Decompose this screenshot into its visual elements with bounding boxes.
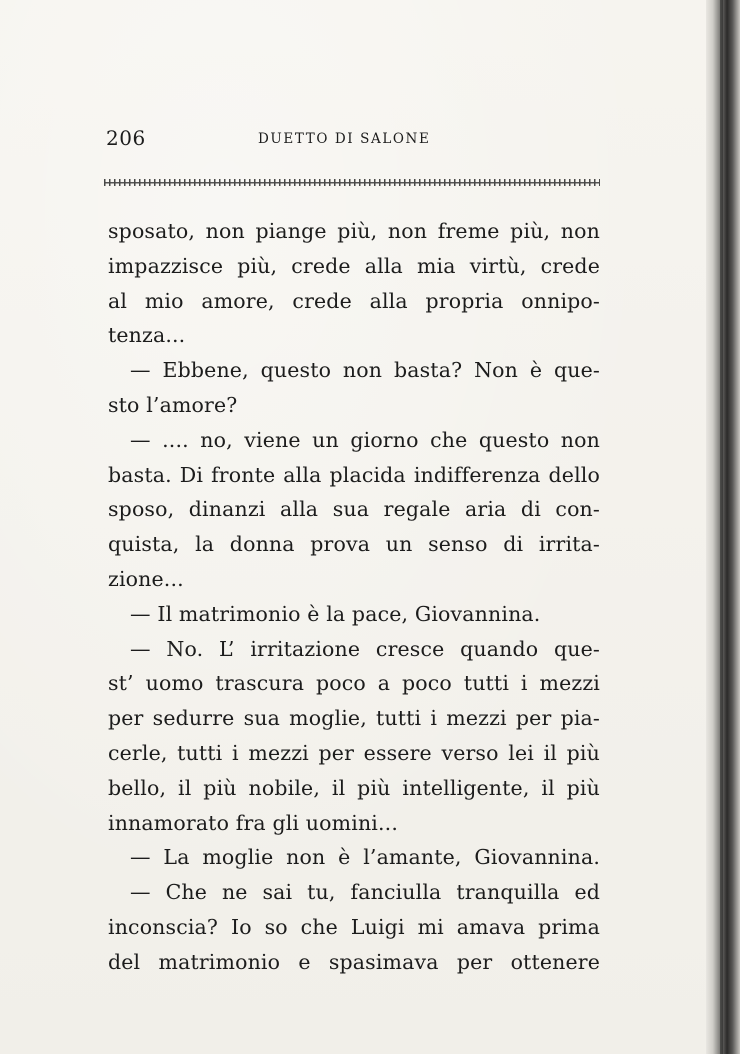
text-line: sposato, non piange più, non freme più, non	[108, 219, 600, 243]
ornamental-rule	[104, 177, 600, 189]
text-line: quista, la donna prova un senso di irrita-	[108, 532, 600, 557]
book-binding-edge	[706, 0, 740, 1054]
text-line: zione...	[108, 566, 184, 591]
text-line: st’ uomo trascura poco a poco tutti i mezzi	[108, 671, 600, 696]
text-line: — .... no, viene un giorno che questo non	[130, 427, 600, 452]
text-line: inconscia? Io so che Luigi mi amava prima	[108, 914, 600, 939]
body-text	[108, 214, 600, 980]
text-line: sposo, dinanzi alla sua regale aria di con-	[108, 497, 600, 522]
text-line: impazzisce più, crede alla mia virtù, crede	[108, 253, 600, 278]
text-line: cerle, tutti i mezzi per essere verso lei il più	[108, 740, 600, 765]
text-line: — No. L’ irritazione cresce quando que-	[130, 636, 600, 661]
text-line: per sedurre sua moglie, tutti i mezzi per pia-	[108, 706, 600, 731]
text-line: bello, il più nobile, il più intelligente, il più	[108, 775, 600, 800]
text-line: al mio amore, crede alla propria onnipo-	[108, 288, 600, 313]
text-line: — Ebbene, questo non basta? Non è que-	[130, 358, 600, 383]
text-line: — Il matrimonio è la pace, Giovannina.	[130, 601, 541, 626]
text-line: tenza...	[108, 323, 186, 348]
text-line: del matrimonio e spasimava per ottenere	[108, 949, 600, 974]
text-line: — La moglie non è l’amante, Giovannina.	[130, 845, 600, 870]
text-line: basta. Di fronte alla placida indifferenza dello	[108, 462, 600, 487]
page-header	[106, 126, 606, 156]
text-line: — Che ne sai tu, fanciulla tranquilla ed	[130, 880, 600, 905]
text-line: innamorato fra gli uomini...	[108, 810, 399, 835]
running-title: DUETTO DI SALONE	[258, 131, 431, 147]
page-number: 206	[106, 126, 146, 150]
text-line: sto l’amore?	[108, 392, 238, 417]
